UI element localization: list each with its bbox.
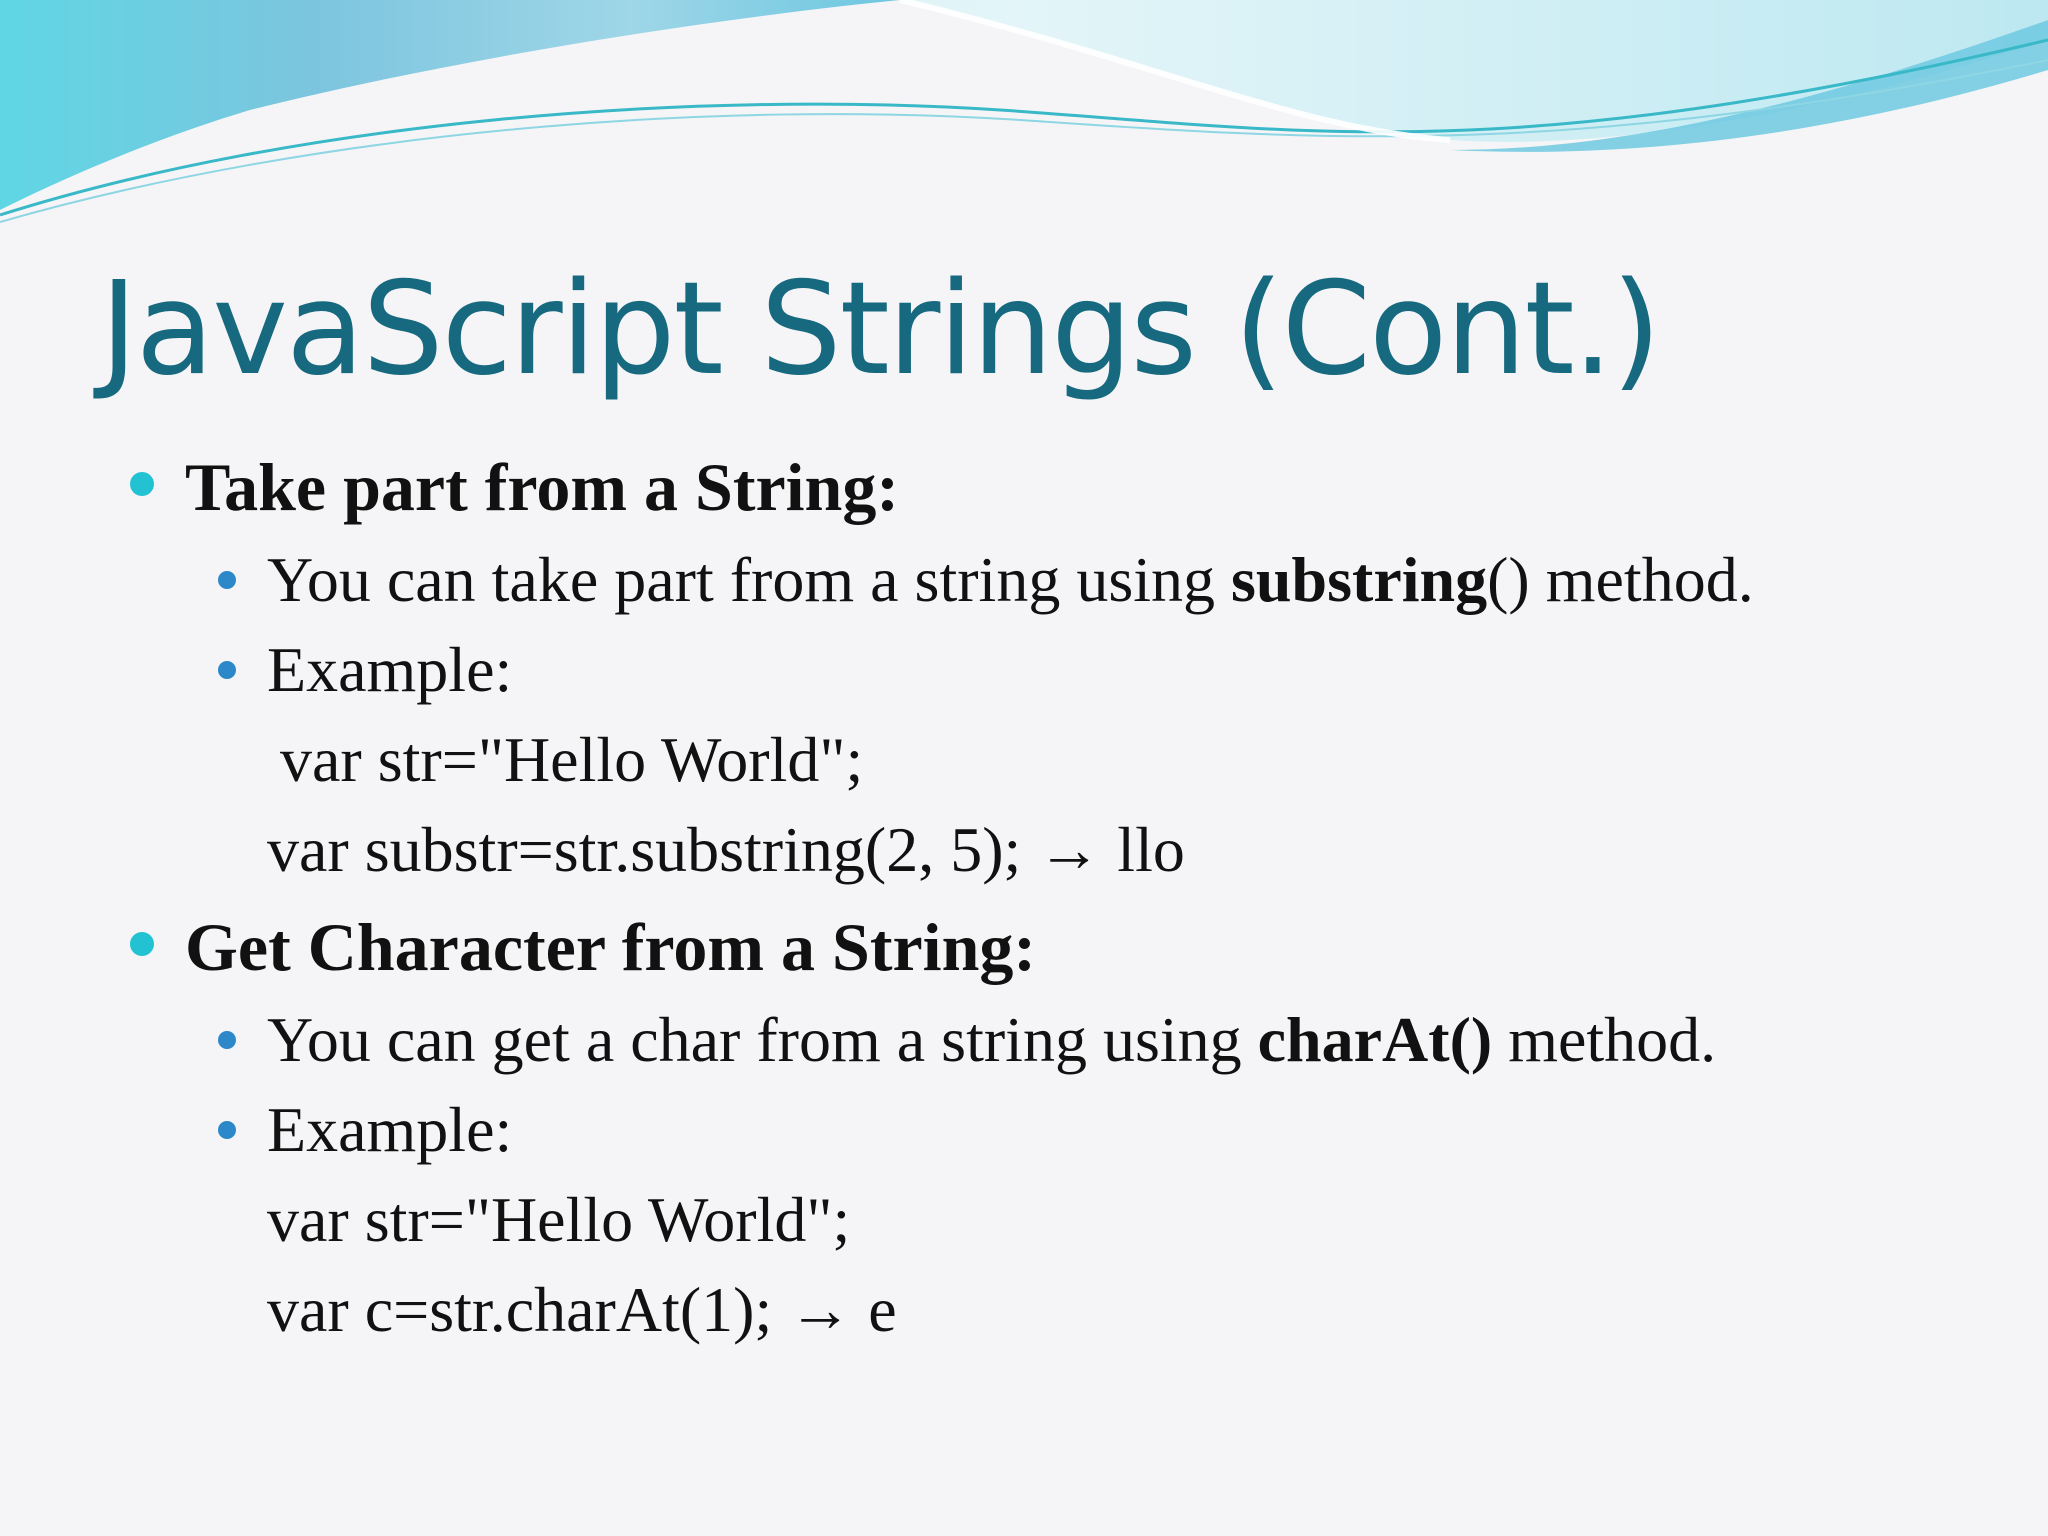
- code-line: var substr=str.substring(2, 5); → llo: [267, 814, 1185, 885]
- code-line: var c=str.charAt(1); → e: [267, 1274, 897, 1345]
- list-item-text: You can get a char from a string using: [267, 1004, 1258, 1075]
- bullet-icon: [218, 1031, 236, 1049]
- list-item-text: You can take part from a string using: [267, 544, 1231, 615]
- bullet-icon: [218, 571, 236, 589]
- bullet-icon: [218, 1121, 236, 1139]
- slide-title: JavaScript Strings (Cont.): [100, 255, 1660, 404]
- list-item-text: method.: [1492, 1004, 1717, 1075]
- list-item-text: () method.: [1487, 544, 1754, 615]
- code-line: var str="Hello World";: [280, 724, 864, 795]
- bullet-icon: [130, 932, 154, 956]
- method-name: charAt(): [1257, 1004, 1493, 1075]
- list-item: [267, 540, 1754, 620]
- list-item: [267, 1000, 1716, 1080]
- example-label: Example:: [267, 634, 513, 705]
- method-name: substring: [1231, 544, 1488, 615]
- section-heading: Get Character from a String:: [185, 909, 1037, 985]
- section-heading: Take part from a String:: [185, 449, 899, 525]
- code-line: var str="Hello World";: [267, 1184, 851, 1255]
- bullet-icon: [218, 661, 236, 679]
- example-label: Example:: [267, 1094, 513, 1165]
- bullet-icon: [130, 472, 154, 496]
